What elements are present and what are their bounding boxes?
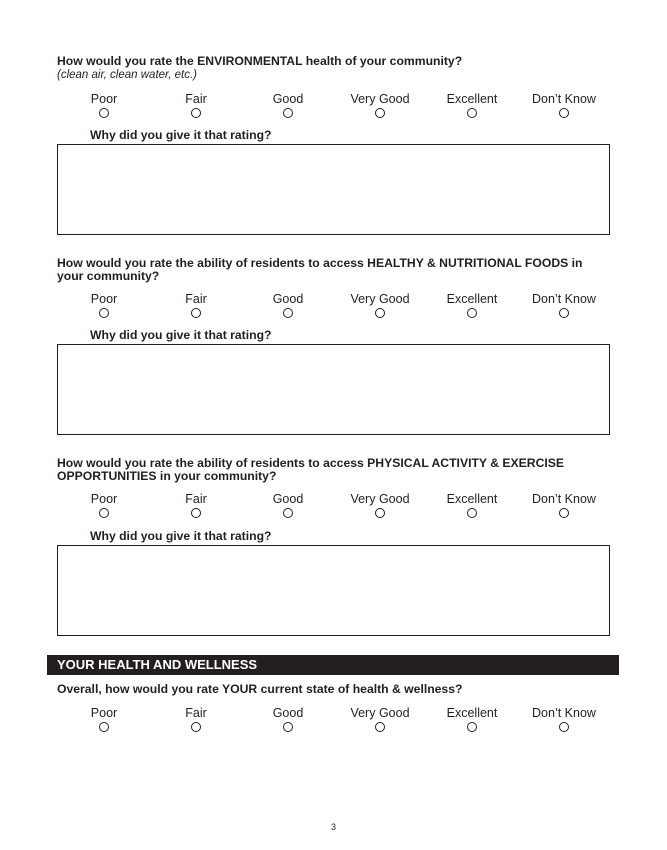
radio-button[interactable] xyxy=(99,722,109,732)
rating-option-very-good[interactable] xyxy=(335,292,425,318)
radio-button[interactable] xyxy=(467,508,477,518)
rating-option-fair[interactable] xyxy=(151,292,241,318)
rating-label: Poor xyxy=(90,92,118,106)
radio-button[interactable] xyxy=(99,108,109,118)
rating-label: Don’t Know xyxy=(532,92,596,106)
radio-button[interactable] xyxy=(191,308,201,318)
rating-label: Fair xyxy=(185,492,207,506)
radio-button[interactable] xyxy=(283,508,293,518)
section-question-text: Overall, how would you rate YOUR current state of health & wellness? xyxy=(57,682,463,696)
comment-field-q3[interactable] xyxy=(58,546,609,635)
radio-button[interactable] xyxy=(375,108,385,118)
rating-option-fair[interactable] xyxy=(151,92,241,118)
rating-option-good[interactable] xyxy=(243,706,333,732)
rating-label: Very Good xyxy=(350,706,410,720)
rating-option-excellent[interactable] xyxy=(427,706,517,732)
radio-button[interactable] xyxy=(191,508,201,518)
comment-box-q1[interactable] xyxy=(57,144,610,235)
radio-button[interactable] xyxy=(375,508,385,518)
rating-label: Poor xyxy=(90,492,118,506)
rating-option-dont-know[interactable] xyxy=(519,492,609,518)
section-title: YOUR HEALTH AND WELLNESS xyxy=(57,657,258,672)
rating-label: Excellent xyxy=(446,292,498,306)
radio-button[interactable] xyxy=(191,108,201,118)
why-label-q2: Why did you give it that rating? xyxy=(90,328,272,342)
rating-label: Excellent xyxy=(446,492,498,506)
rating-option-very-good[interactable] xyxy=(335,706,425,732)
rating-label: Don’t Know xyxy=(532,706,596,720)
rating-option-poor[interactable] xyxy=(59,292,149,318)
why-label-q3: Why did you give it that rating? xyxy=(90,529,272,543)
rating-option-dont-know[interactable] xyxy=(519,92,609,118)
radio-button[interactable] xyxy=(99,308,109,318)
rating-option-poor[interactable] xyxy=(59,492,149,518)
radio-button[interactable] xyxy=(99,508,109,518)
page-number: 3 xyxy=(330,822,336,832)
rating-option-excellent[interactable] xyxy=(427,292,517,318)
radio-button[interactable] xyxy=(467,108,477,118)
rating-option-very-good[interactable] xyxy=(335,492,425,518)
rating-option-excellent[interactable] xyxy=(427,92,517,118)
section-header xyxy=(47,655,619,675)
rating-label: Fair xyxy=(185,706,207,720)
rating-option-good[interactable] xyxy=(243,92,333,118)
radio-button[interactable] xyxy=(283,108,293,118)
rating-option-dont-know[interactable] xyxy=(519,706,609,732)
rating-label: Good xyxy=(272,292,304,306)
rating-label: Good xyxy=(272,492,304,506)
rating-option-excellent[interactable] xyxy=(427,492,517,518)
rating-option-poor[interactable] xyxy=(59,92,149,118)
comment-box-q3[interactable] xyxy=(57,545,610,636)
question-3-text: How would you rate the ability of residents to access PHYSICAL ACTIVITY & EXERCISE OPPORTUNITIES in your community? xyxy=(57,456,565,483)
rating-option-fair[interactable] xyxy=(151,706,241,732)
rating-label: Excellent xyxy=(446,706,498,720)
radio-button[interactable] xyxy=(191,722,201,732)
question-1-subtext: (clean air, clean water, etc.) xyxy=(57,69,197,81)
radio-button[interactable] xyxy=(559,722,569,732)
rating-label: Poor xyxy=(90,706,118,720)
rating-option-good[interactable] xyxy=(243,492,333,518)
why-label-q1: Why did you give it that rating? xyxy=(90,128,272,142)
radio-button[interactable] xyxy=(375,308,385,318)
comment-box-q2[interactable] xyxy=(57,344,610,435)
rating-option-poor[interactable] xyxy=(59,706,149,732)
rating-option-good[interactable] xyxy=(243,292,333,318)
rating-label: Good xyxy=(272,92,304,106)
radio-button[interactable] xyxy=(559,308,569,318)
rating-label: Fair xyxy=(185,92,207,106)
radio-button[interactable] xyxy=(467,308,477,318)
question-1-text: How would you rate the ENVIRONMENTAL health of your community? xyxy=(57,54,463,68)
rating-option-fair[interactable] xyxy=(151,492,241,518)
radio-button[interactable] xyxy=(283,308,293,318)
radio-button[interactable] xyxy=(559,508,569,518)
radio-button[interactable] xyxy=(375,722,385,732)
rating-label: Poor xyxy=(90,292,118,306)
rating-label: Don’t Know xyxy=(532,492,596,506)
rating-label: Very Good xyxy=(350,292,410,306)
rating-label: Don’t Know xyxy=(532,292,596,306)
question-2-text: How would you rate the ability of residents to access HEALTHY & NUTRITIONAL FOODS in your community? xyxy=(57,256,583,283)
radio-button[interactable] xyxy=(559,108,569,118)
rating-option-dont-know[interactable] xyxy=(519,292,609,318)
radio-button[interactable] xyxy=(467,722,477,732)
rating-label: Very Good xyxy=(350,92,410,106)
rating-label: Very Good xyxy=(350,492,410,506)
radio-button[interactable] xyxy=(283,722,293,732)
rating-option-very-good[interactable] xyxy=(335,92,425,118)
rating-label: Good xyxy=(272,706,304,720)
comment-field-q2[interactable] xyxy=(58,345,609,434)
rating-label: Excellent xyxy=(446,92,498,106)
comment-field-q1[interactable] xyxy=(58,145,609,234)
rating-label: Fair xyxy=(185,292,207,306)
